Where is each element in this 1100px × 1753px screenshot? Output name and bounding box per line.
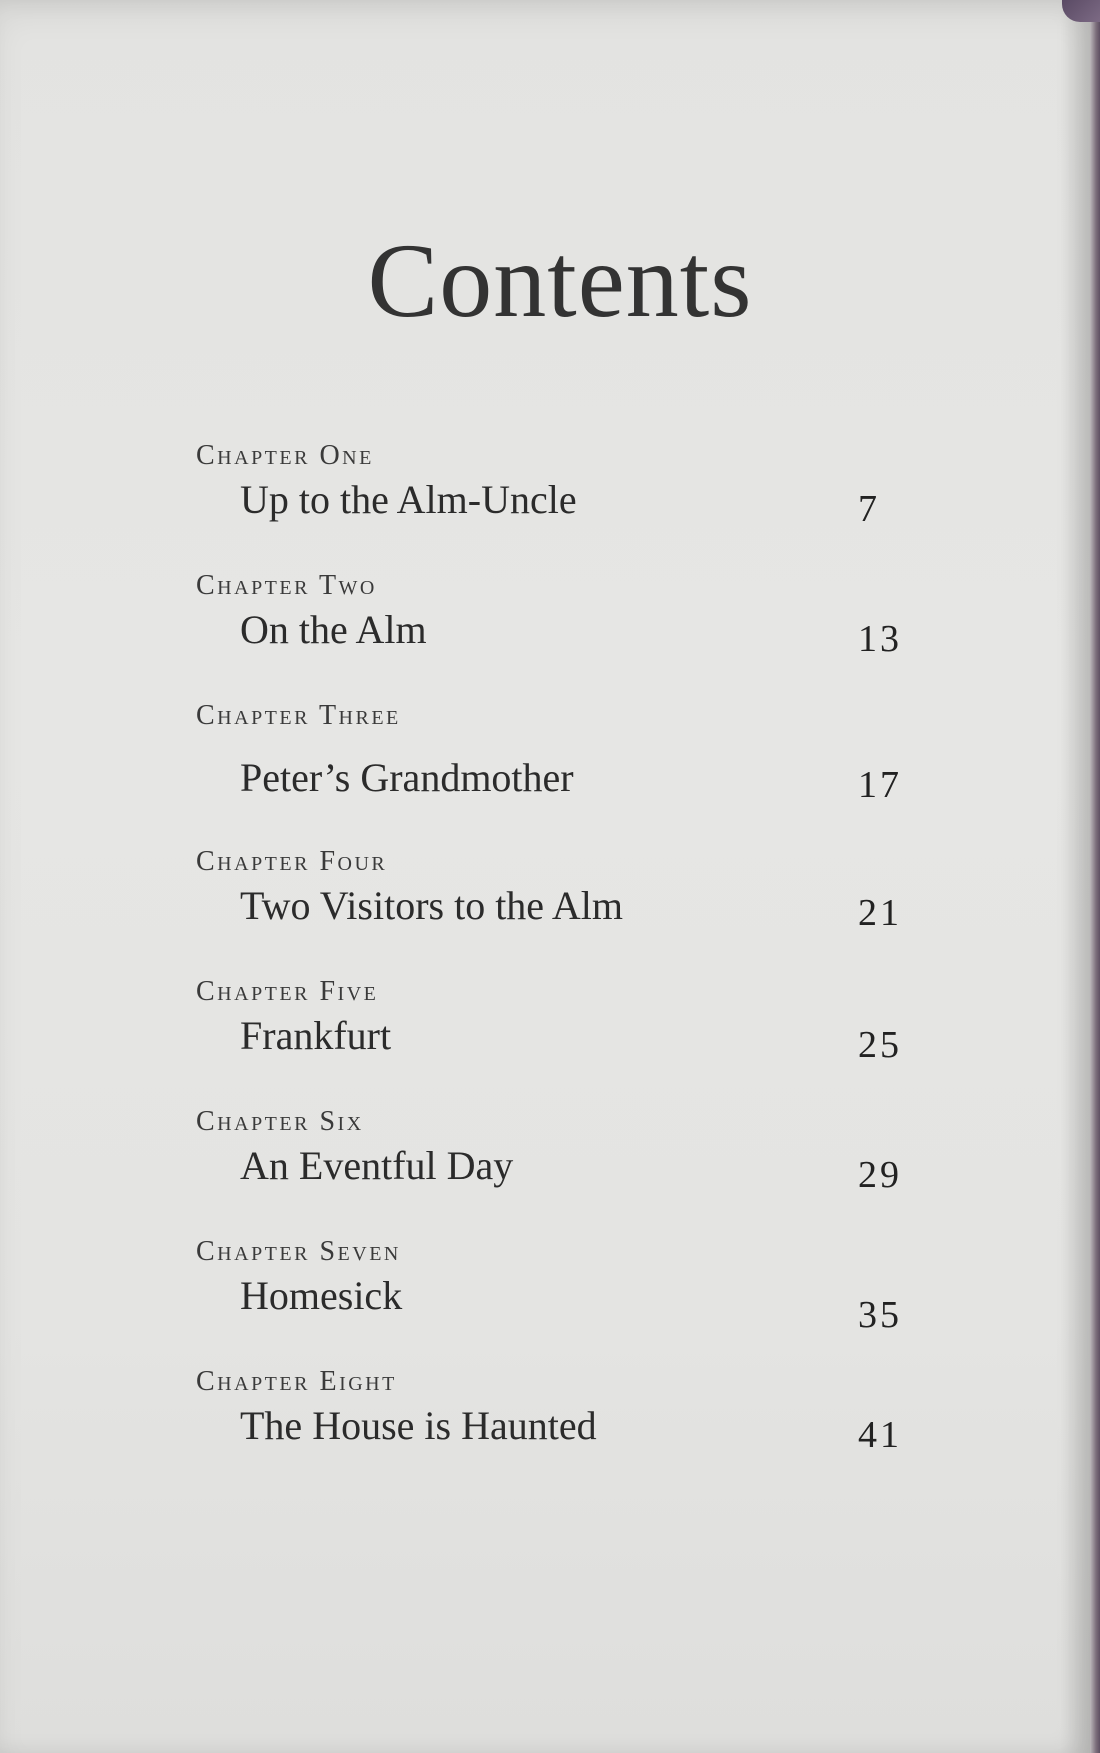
page-number: 35 bbox=[858, 1294, 902, 1336]
page-edge bbox=[1090, 0, 1100, 1753]
chapter-title: On the Alm bbox=[240, 607, 427, 652]
chapter-label: Chapter Eight bbox=[196, 1366, 397, 1397]
page-number: 13 bbox=[858, 618, 902, 660]
chapter-label: Chapter Three bbox=[196, 700, 401, 731]
page-number: 41 bbox=[858, 1414, 902, 1456]
chapter-label: Chapter Two bbox=[196, 570, 377, 601]
chapter-label: Chapter Six bbox=[196, 1106, 364, 1137]
chapter-title: An Eventful Day bbox=[240, 1143, 514, 1188]
chapter-title: Two Visitors to the Alm bbox=[240, 883, 623, 928]
contents-heading: Contents bbox=[367, 222, 753, 339]
chapter-label: Chapter One bbox=[196, 440, 374, 471]
chapter-title: Peter’s Grandmother bbox=[240, 755, 574, 800]
chapter-title: Up to the Alm-Uncle bbox=[240, 477, 577, 522]
page-number: 17 bbox=[858, 764, 902, 806]
chapter-title: The House is Haunted bbox=[240, 1403, 597, 1448]
chapter-label: Chapter Four bbox=[196, 846, 388, 877]
chapter-label: Chapter Seven bbox=[196, 1236, 401, 1267]
chapter-title: Homesick bbox=[240, 1273, 403, 1318]
chapter-title: Frankfurt bbox=[240, 1013, 392, 1058]
chapter-label: Chapter Five bbox=[196, 976, 379, 1007]
page-number: 7 bbox=[858, 488, 880, 530]
page-number: 21 bbox=[858, 892, 902, 934]
page-number: 29 bbox=[858, 1154, 902, 1196]
page-number: 25 bbox=[858, 1024, 902, 1066]
